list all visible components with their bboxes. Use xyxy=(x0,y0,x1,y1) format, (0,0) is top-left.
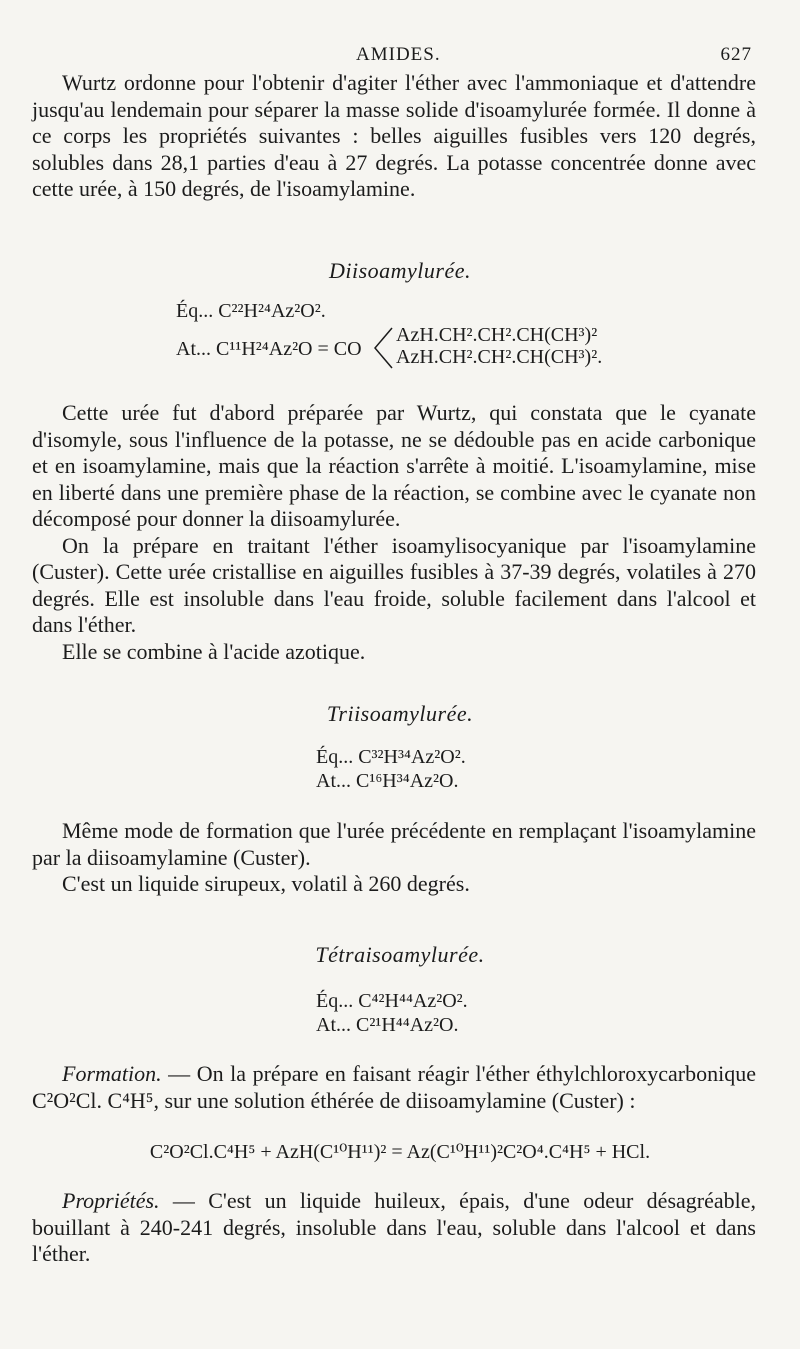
formula-value: C²²H²⁴Az²O². xyxy=(218,300,326,322)
section-heading-triisoamyluree: Triisoamylurée. xyxy=(326,701,474,726)
formula-value: C¹¹H²⁴Az²O = CO xyxy=(216,338,362,360)
paragraph-text: C'est un liquide sirupeux, volatil à 260 degrés. xyxy=(62,871,470,896)
formula-eq-triiso xyxy=(316,746,466,769)
proprietes-text: — C'est un liquide huileux, épais, d'une odeur désagréable, bouillant à 240-241 degrés, insoluble dans l'eau, soluble dans l'alcool et dans l'éther. xyxy=(32,1188,756,1266)
paragraph-text xyxy=(32,1061,756,1114)
formula-label: Éq... xyxy=(316,990,354,1012)
paragraph-formation xyxy=(32,1061,756,1114)
formula-eq-diiso xyxy=(176,300,326,323)
paragraph-text: Cette urée fut d'abord préparée par Wurtz, qui constata que le cyanate d'isomyle, sous l'influence de la potasse, ne se dédouble pas en acide carbonique et en isoamylamine, mais que la réaction s'arrête à moitié. L'isoamylamine, mise en liberté dans une première phase de la réaction, se combine avec le cyanate non décomposé pour donner la diisoamylurée. xyxy=(32,400,756,531)
section-heading-diisoamyluree: Diisoamylurée. xyxy=(328,258,472,283)
formula-at-triiso xyxy=(316,770,458,793)
paragraph-text: Même mode de formation que l'urée précédente en remplaçant l'isoamylamine par la diisoamylamine (Custer). xyxy=(32,818,756,870)
page-number: 627 xyxy=(720,44,752,65)
formula-eq-tetra xyxy=(316,990,468,1013)
formula-label: At... xyxy=(176,338,211,360)
paragraph-text: On la prépare en traitant l'éther isoamylisocyanique par l'isoamylamine (Custer). Cette urée cristallise en aiguilles fusibles à 37-39 degrés, volatiles à 270 degrés. Elle est insoluble dans l'eau froide, soluble facilement dans l'alcool et dans l'éther. xyxy=(32,532,756,637)
section-heading-tetraisoamyluree: Tétraisoamylurée. xyxy=(315,942,485,967)
formula-value: C³²H³⁴Az²O². xyxy=(358,746,466,768)
paragraph-wurtz xyxy=(32,70,756,203)
paragraph-text: Elle se combine à l'acide azotique. xyxy=(62,638,366,664)
paragraph-text xyxy=(32,1188,756,1268)
branch-bottom: AzH.CH².CH².CH(CH³)². xyxy=(396,346,603,368)
formation-text: — On la prépare en faisant réagir l'éther éthylchloroxycarbonique C²O²Cl. C⁴H⁵, sur une solution éthérée de diisoamylamine (Custer) : xyxy=(32,1061,756,1113)
formula-label: Éq... xyxy=(176,300,214,322)
header-title: AMIDES. xyxy=(356,44,441,65)
formula-at-tetra xyxy=(316,1014,458,1037)
running-header xyxy=(60,44,752,68)
formula-at-diiso xyxy=(176,338,362,361)
formula-value: C²¹H⁴⁴Az²O. xyxy=(356,1014,459,1036)
paragraph-block-triiso xyxy=(32,818,756,898)
formula-value: C¹⁶H³⁴Az²O. xyxy=(356,770,459,792)
paragraph-text: Wurtz ordonne pour l'obtenir d'agiter l'éther avec l'ammoniaque et d'attendre jusqu'au lendemain pour séparer la masse solide d'isoamylurée formée. Il donne à ce corps les propriétés suivantes : belles aiguilles fusibles vers 120 degrés, solubles dans 28,1 parties d'eau à 27 degrés. La potasse concentrée donne avec cette urée, à 150 degrés, de l'isoamylamine. xyxy=(32,70,756,201)
formation-label: Formation. xyxy=(62,1061,162,1086)
formula-label: At... xyxy=(316,1014,351,1036)
branch-top: AzH.CH².CH².CH(CH³)² xyxy=(396,324,598,346)
reaction-equation: C²O²Cl.C⁴H⁵ + AzH(C¹⁰H¹¹)² = Az(C¹⁰H¹¹)²C²O⁴.C⁴H⁵ + HCl. xyxy=(149,1141,651,1163)
branch-bracket-icon xyxy=(372,326,394,370)
formula-label: Éq... xyxy=(316,746,354,768)
paragraph-proprietes xyxy=(32,1188,756,1268)
paragraph-block-diiso xyxy=(32,400,756,665)
formula-value: C⁴²H⁴⁴Az²O². xyxy=(358,990,468,1012)
formula-label: At... xyxy=(316,770,351,792)
proprietes-label: Propriétés. xyxy=(62,1188,160,1213)
